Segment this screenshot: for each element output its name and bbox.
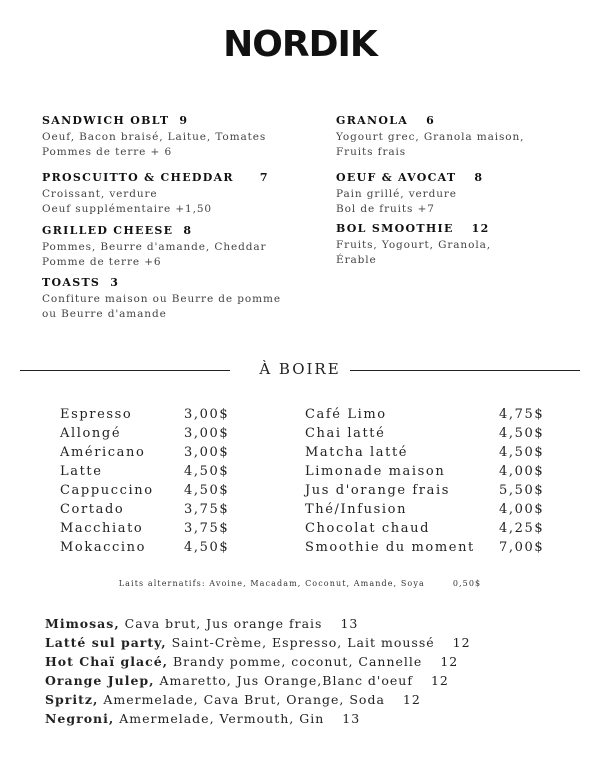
drink-row xyxy=(305,407,550,426)
drink-name: Latte xyxy=(60,464,103,479)
drink-name: Allongé xyxy=(60,426,122,441)
item-desc: Fruits frais xyxy=(336,146,407,158)
cocktail-name: Orange Julep, xyxy=(45,673,155,688)
drinks-list-right xyxy=(305,407,550,559)
drink-row xyxy=(305,464,550,483)
item-desc: Bol de fruits +7 xyxy=(336,203,435,215)
cocktail-price: 12 xyxy=(440,654,459,669)
cocktail-desc: Amaretto, Jus Orange,Blanc d'oeuf xyxy=(159,673,413,688)
drink-row xyxy=(305,540,550,559)
drink-name: Smoothie du moment xyxy=(305,540,475,555)
alt-milks-price: 0,50$ xyxy=(452,579,482,588)
cocktail-price: 12 xyxy=(430,673,449,688)
cocktail-name: Hot Chaï glacé, xyxy=(45,654,169,669)
item-desc: Oeuf supplémentaire +1,50 xyxy=(42,203,212,215)
item-price: 8 xyxy=(474,171,484,184)
drink-price: 4,25$ xyxy=(499,521,545,536)
cocktail-item xyxy=(45,635,471,654)
cocktail-price: 13 xyxy=(340,616,359,631)
cocktail-item xyxy=(45,692,471,711)
drink-price: 4,50$ xyxy=(184,464,230,479)
cocktail-name: Negroni, xyxy=(45,711,115,726)
drink-row xyxy=(60,426,232,445)
item-desc: Fruits, Yogourt, Granola, xyxy=(336,239,491,251)
alt-milks-text: Laits alternatifs: Avoine, Macadam, Coconut, Amande, Soya xyxy=(118,579,425,588)
food-item xyxy=(336,171,483,217)
food-item xyxy=(42,224,266,270)
drink-price: 4,50$ xyxy=(499,426,545,441)
item-price: 7 xyxy=(259,171,269,184)
cocktail-desc: Cava brut, Jus orange frais xyxy=(124,616,323,631)
food-item xyxy=(42,114,266,160)
item-desc: Yogourt grec, Granola maison, xyxy=(336,131,525,143)
drink-name: Chai latté xyxy=(305,426,386,441)
cocktail-name: Latté sul party, xyxy=(45,635,167,650)
divider xyxy=(350,370,580,371)
item-name: GRANOLA xyxy=(336,114,409,127)
item-desc: Érable xyxy=(336,254,377,266)
drink-name: Espresso xyxy=(60,407,133,422)
item-price: 6 xyxy=(426,114,436,127)
drink-row xyxy=(60,540,232,559)
item-desc: Pain grillé, verdure xyxy=(336,188,457,200)
drink-price: 4,50$ xyxy=(499,445,545,460)
cocktail-item xyxy=(45,711,471,730)
cocktail-price: 13 xyxy=(342,711,361,726)
drink-price: 7,00$ xyxy=(499,540,545,555)
food-item xyxy=(336,114,524,160)
drink-row xyxy=(60,407,232,426)
drink-name: Mokaccino xyxy=(60,540,147,555)
section-title: À BOIRE xyxy=(259,360,341,378)
item-desc: Croissant, verdure xyxy=(42,188,158,200)
drink-name: Chocolat chaud xyxy=(305,521,431,536)
drink-name: Cortado xyxy=(60,502,125,517)
cocktail-name: Mimosas, xyxy=(45,616,120,631)
drink-row xyxy=(305,445,550,464)
item-name: BOL SMOOTHIE xyxy=(336,222,454,235)
drink-price: 4,75$ xyxy=(499,407,545,422)
item-price: 9 xyxy=(179,114,189,127)
drink-row xyxy=(60,464,232,483)
brand-logo: NORDIK xyxy=(223,24,377,65)
cocktail-item xyxy=(45,654,471,673)
drink-price: 4,50$ xyxy=(184,483,230,498)
item-name: TOASTS xyxy=(42,276,101,289)
drink-price: 5,50$ xyxy=(499,483,545,498)
item-desc: Confiture maison ou Beurre de pomme xyxy=(42,293,281,305)
drink-row xyxy=(305,502,550,521)
drink-row xyxy=(60,502,232,521)
cocktail-item xyxy=(45,673,471,692)
drink-name: Jus d'orange frais xyxy=(305,483,451,498)
food-item xyxy=(336,222,491,268)
drink-price: 3,75$ xyxy=(184,521,230,536)
item-desc: ou Beurre d'amande xyxy=(42,308,167,320)
item-desc: Oeuf, Bacon braisé, Laitue, Tomates xyxy=(42,131,267,143)
cocktail-desc: Amermelade, Cava Brut, Orange, Soda xyxy=(103,692,385,707)
drink-row xyxy=(305,483,550,502)
drink-name: Américano xyxy=(60,445,146,460)
item-desc: Pommes, Beurre d'amande, Cheddar xyxy=(42,241,267,253)
item-desc: Pommes de terre + 6 xyxy=(42,146,173,158)
item-name: OEUF & AVOCAT xyxy=(336,171,457,184)
drink-price: 4,00$ xyxy=(499,502,545,517)
cocktail-price: 12 xyxy=(402,692,421,707)
drink-row xyxy=(60,521,232,540)
food-item xyxy=(42,171,269,217)
cocktail-desc: Amermelade, Vermouth, Gin xyxy=(119,711,325,726)
item-name: GRILLED CHEESE xyxy=(42,224,174,237)
drink-name: Limonade maison xyxy=(305,464,446,479)
item-price: 12 xyxy=(471,222,490,235)
drink-name: Matcha latté xyxy=(305,445,409,460)
drink-price: 4,00$ xyxy=(499,464,545,479)
drink-price: 3,00$ xyxy=(184,426,230,441)
cocktail-desc: Saint-Crème, Espresso, Lait moussé xyxy=(171,635,435,650)
drink-name: Cappuccino xyxy=(60,483,154,498)
drinks-section-header xyxy=(20,360,580,380)
item-name: PROSCUITTO & CHEDDAR xyxy=(42,171,234,184)
drink-row xyxy=(305,521,550,540)
drink-price: 3,00$ xyxy=(184,407,230,422)
item-price: 8 xyxy=(183,224,193,237)
cocktail-name: Spritz, xyxy=(45,692,99,707)
cocktail-price: 12 xyxy=(452,635,471,650)
drinks-list-left xyxy=(60,407,232,559)
cocktail-desc: Brandy pomme, coconut, Cannelle xyxy=(173,654,423,669)
drink-price: 3,75$ xyxy=(184,502,230,517)
cocktails-list xyxy=(45,616,471,730)
drink-price: 4,50$ xyxy=(184,540,230,555)
alt-milks-note xyxy=(0,579,600,588)
drink-name: Thé/Infusion xyxy=(305,502,408,517)
drink-row xyxy=(60,483,232,502)
cocktail-item xyxy=(45,616,471,635)
item-name: SANDWICH OBLT xyxy=(42,114,170,127)
item-desc: Pomme de terre +6 xyxy=(42,256,162,268)
drink-name: Café Limo xyxy=(305,407,387,422)
drink-row xyxy=(305,426,550,445)
drink-price: 3,00$ xyxy=(184,445,230,460)
drink-row xyxy=(60,445,232,464)
item-price: 3 xyxy=(110,276,120,289)
food-item xyxy=(42,276,281,322)
drink-name: Macchiato xyxy=(60,521,144,536)
